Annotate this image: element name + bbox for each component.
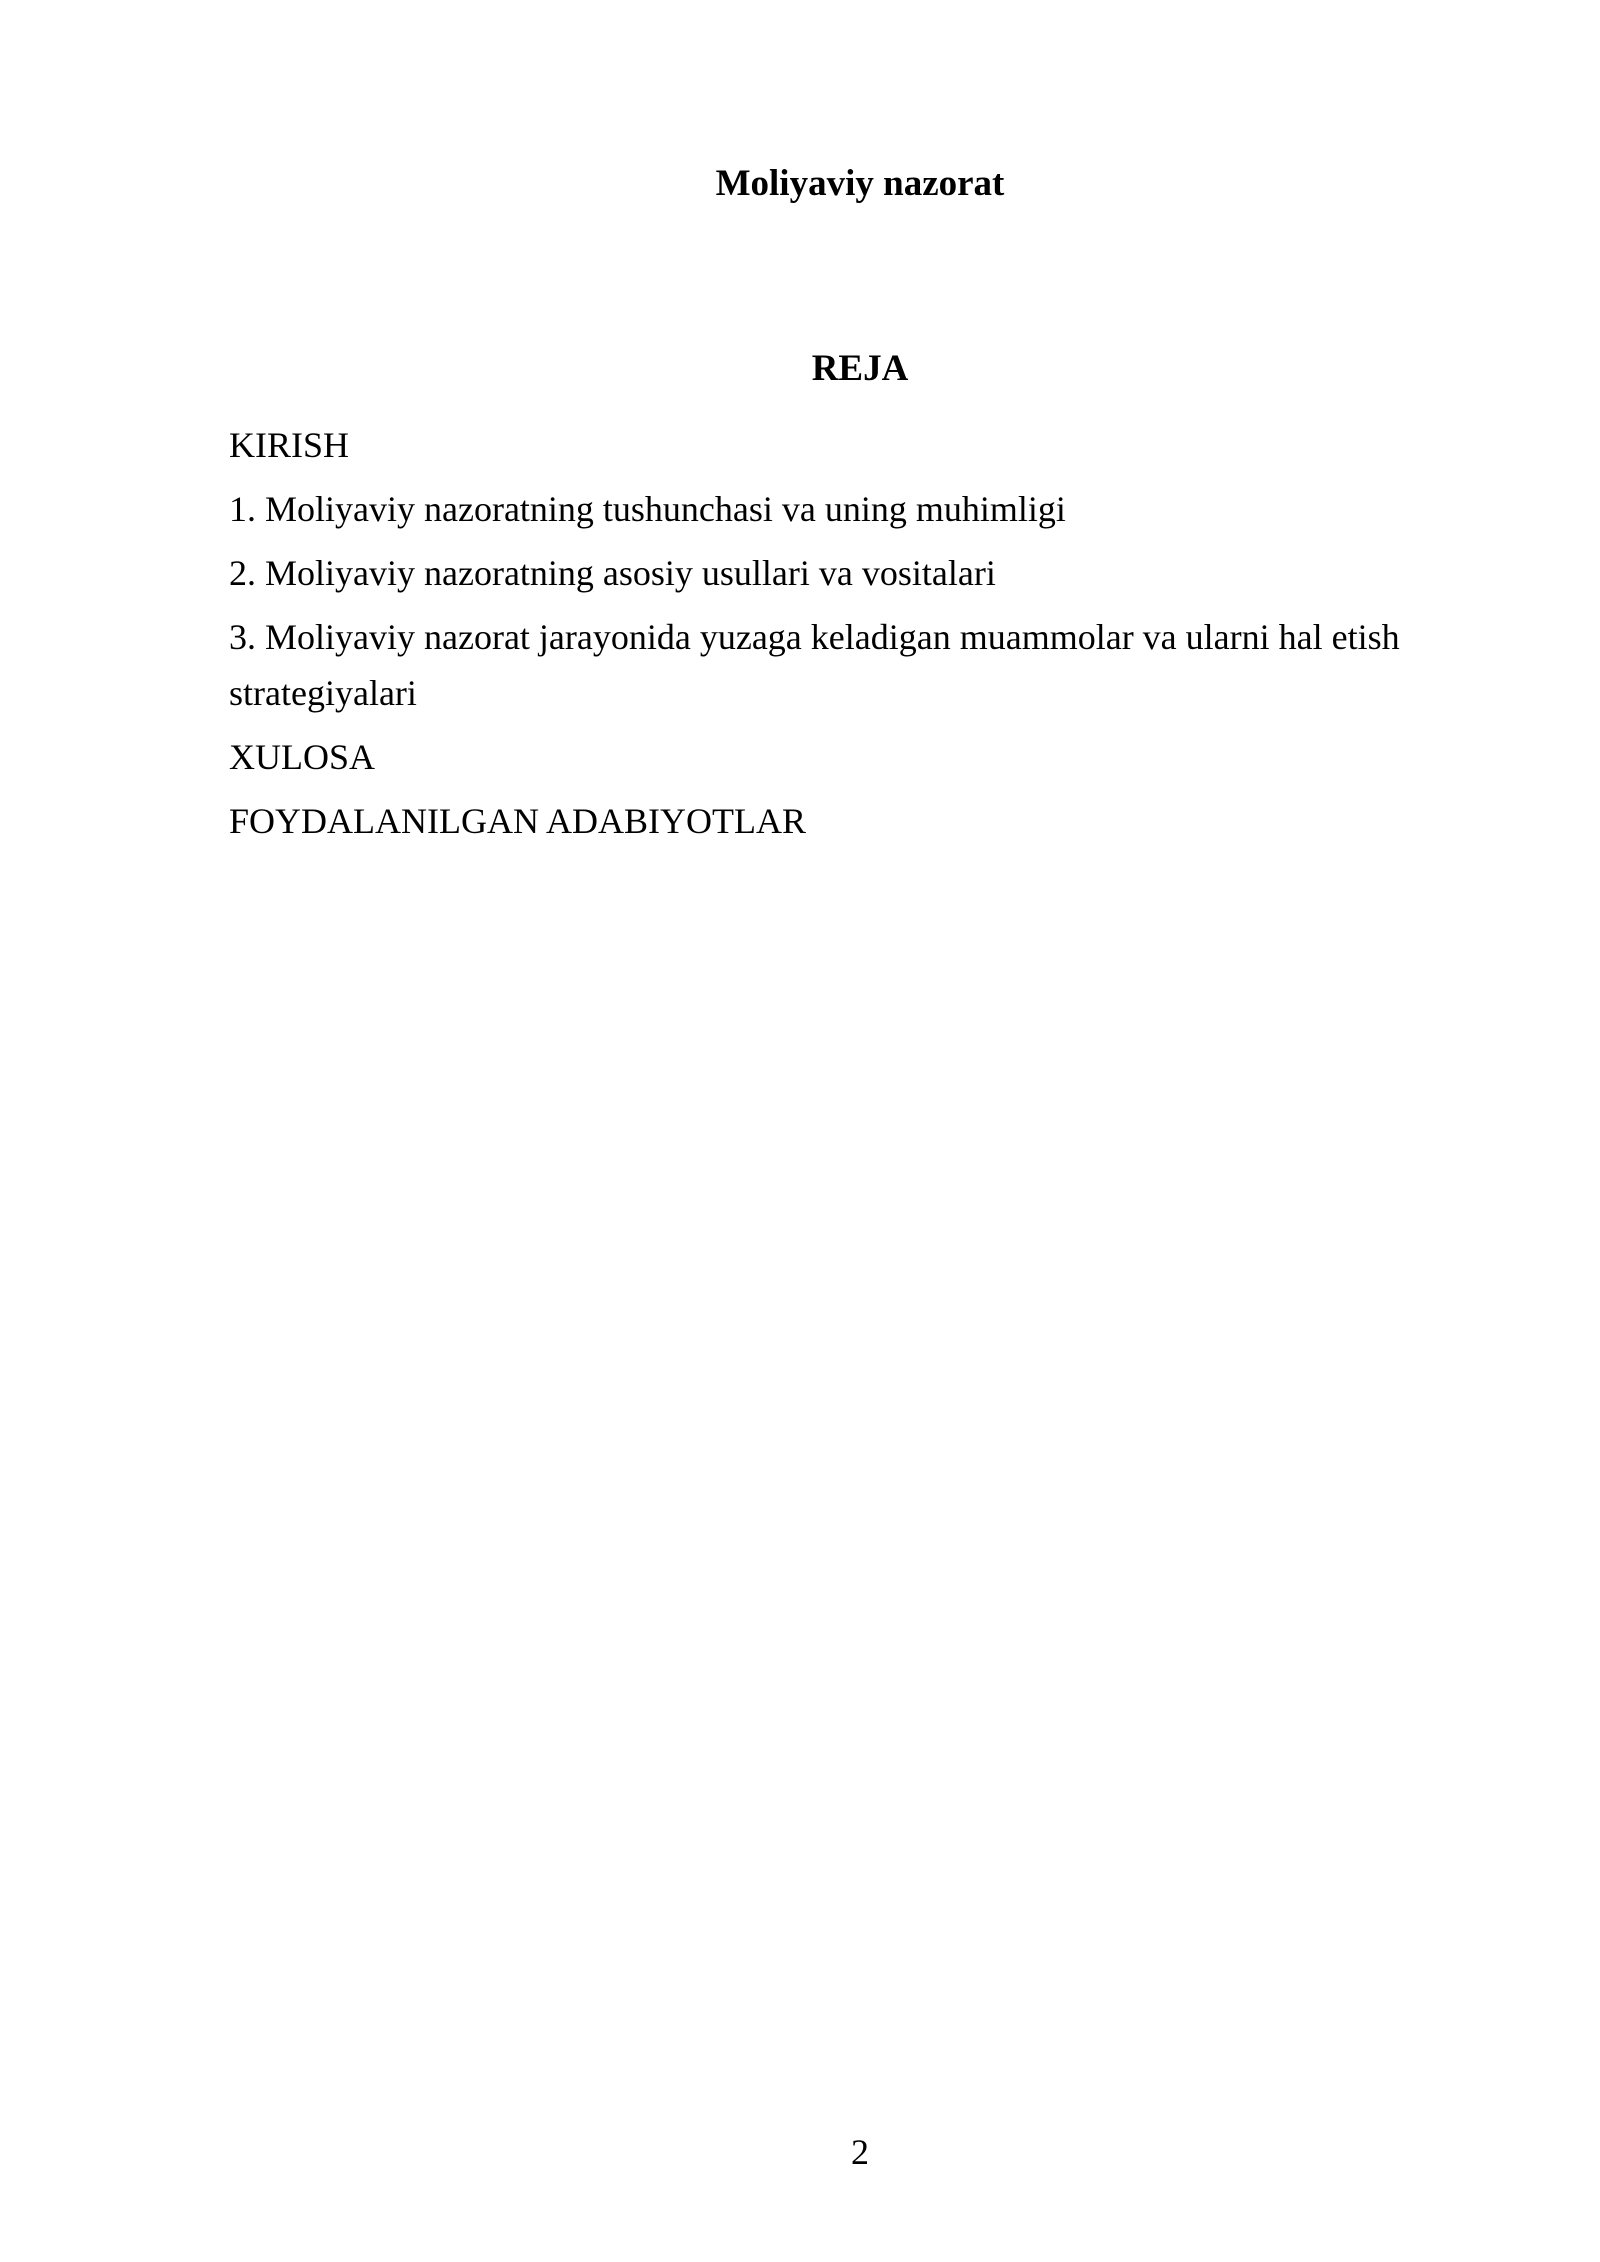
plan-item-references: FOYDALANILGAN ADABIYOTLAR — [229, 801, 806, 841]
plan-item-2: 2. Moliyaviy nazoratning asosiy usullari va vositalari — [229, 553, 996, 593]
page-number: 2 — [851, 2132, 869, 2172]
document-title: Moliyaviy nazorat — [715, 163, 1005, 204]
plan-item-introduction: KIRISH — [229, 425, 350, 465]
plan-list — [229, 417, 1469, 857]
plan-item-1: 1. Moliyaviy nazoratning tushunchasi va uning muhimligi — [229, 489, 1066, 529]
plan-item-3: 3. Moliyaviy nazorat jarayonida yuzaga keladigan muammolar va ularni hal etish strategiyalari — [229, 617, 1400, 713]
plan-item-conclusion: XULOSA — [229, 737, 376, 777]
plan-heading: REJA — [811, 348, 909, 389]
